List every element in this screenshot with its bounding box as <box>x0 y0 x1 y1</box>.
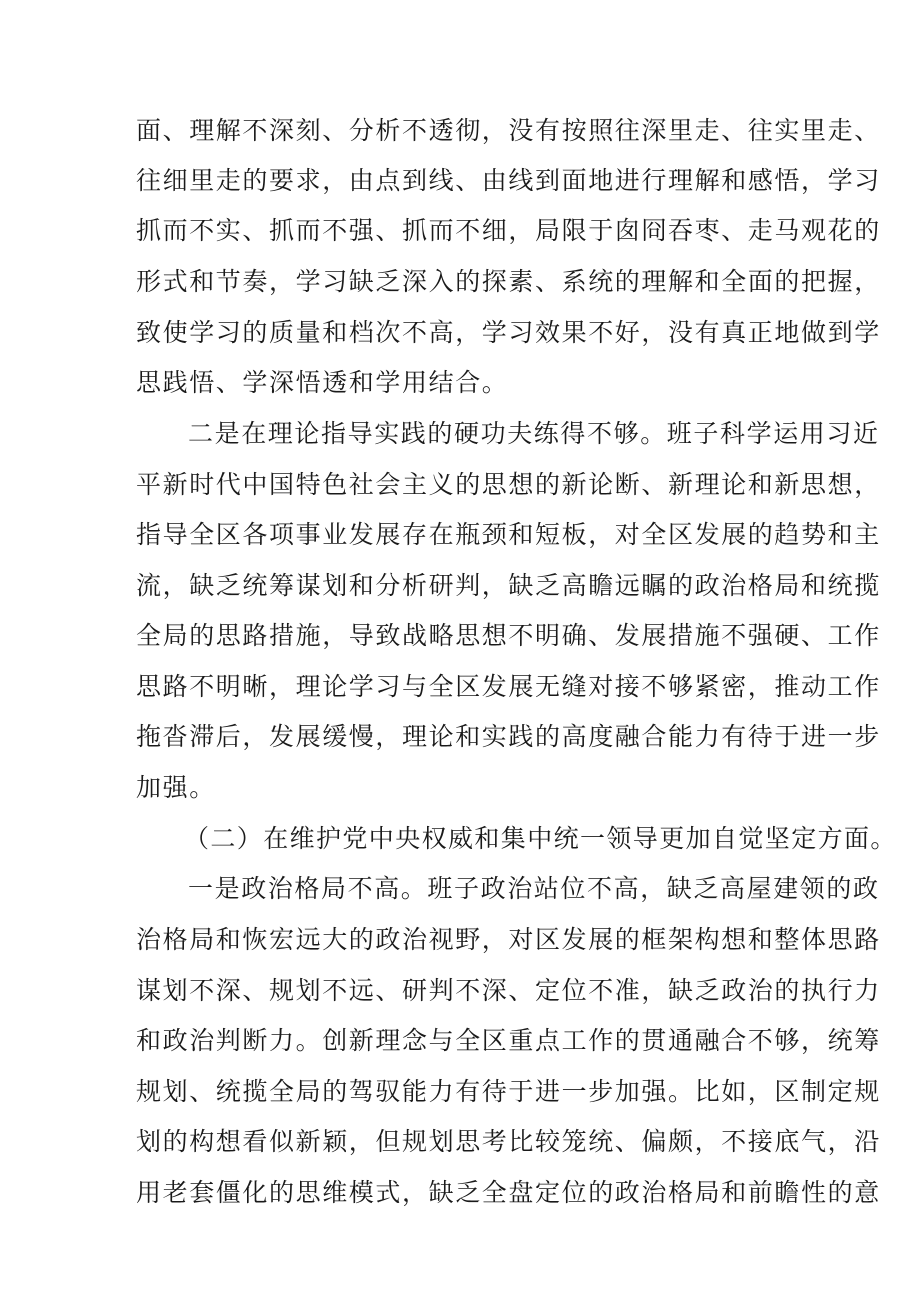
text-line: 往细里走的要求，由点到线、由线到面地进行理解和感悟，学习 <box>136 166 881 195</box>
text-line: 指导全区各项事业发展存在瓶颈和短板，对全区发展的趋势和主 <box>136 520 881 549</box>
text-line: 流，缺乏统筹谋划和分析研判，缺乏高瞻远瞩的政治格局和统揽 <box>136 571 881 600</box>
text-line: 思践悟、学深悟透和学用结合。 <box>136 368 509 397</box>
text-line: 形式和节奏，学习缺乏深入的探素、系统的理解和全面的把握， <box>136 267 881 296</box>
text-line: 拖沓滞后，发展缓慢，理论和实践的高度融合能力有待于进一步 <box>136 722 881 751</box>
text-line: 规划、统揽全局的驾驭能力有待于进一步加强。比如，区制定规 <box>136 1077 881 1106</box>
text-line: 思路不明晰，理论学习与全区发展无缝对接不够紧密，推动工作 <box>136 672 881 701</box>
section-heading: （二）在维护党中央权威和集中统一领导更加自觉坚定方面。 <box>184 824 897 853</box>
text-line: 致使学习的质量和档次不高，学习效果不好，没有真正地做到学 <box>136 318 881 347</box>
text-line: 抓而不实、抓而不强、抓而不细，局限于囱冏吞枣、走马观花的 <box>136 216 881 245</box>
text-line: 谋划不深、规划不远、研判不深、定位不准，缺乏政治的执行力 <box>136 976 881 1005</box>
text-line: 平新时代中国特色社会主义的思想的新论断、新理论和新思想， <box>136 470 881 499</box>
text-line: 和政治判断力。创新理念与全区重点工作的贯通融合不够，统筹 <box>136 1026 881 1055</box>
text-line: 用老套僵化的思维模式，缺乏全盘定位的政治格局和前瞻性的意 <box>136 1178 881 1207</box>
text-line: 治格局和恢宏远大的政治视野，对区发展的框架构想和整体思路 <box>136 925 881 954</box>
paragraph-start-line: 二是在理论指导实践的硬功夫练得不够。班子科学运用习近 <box>188 419 880 448</box>
text-line: 划的构想看似新颖，但规划思考比较笼统、偏颇，不接底气，沿 <box>136 1127 881 1156</box>
text-line: 面、理解不深刻、分析不透彻，没有按照往深里走、往实里走、 <box>136 116 881 145</box>
text-line: 加强。 <box>136 773 216 802</box>
text-line: 全局的思路措施，导致战略思想不明确、发展措施不强硬、工作 <box>136 621 881 650</box>
paragraph-start-line: 一是政治格局不高。班子政治站位不高，缺乏高屋建领的政 <box>188 874 880 903</box>
